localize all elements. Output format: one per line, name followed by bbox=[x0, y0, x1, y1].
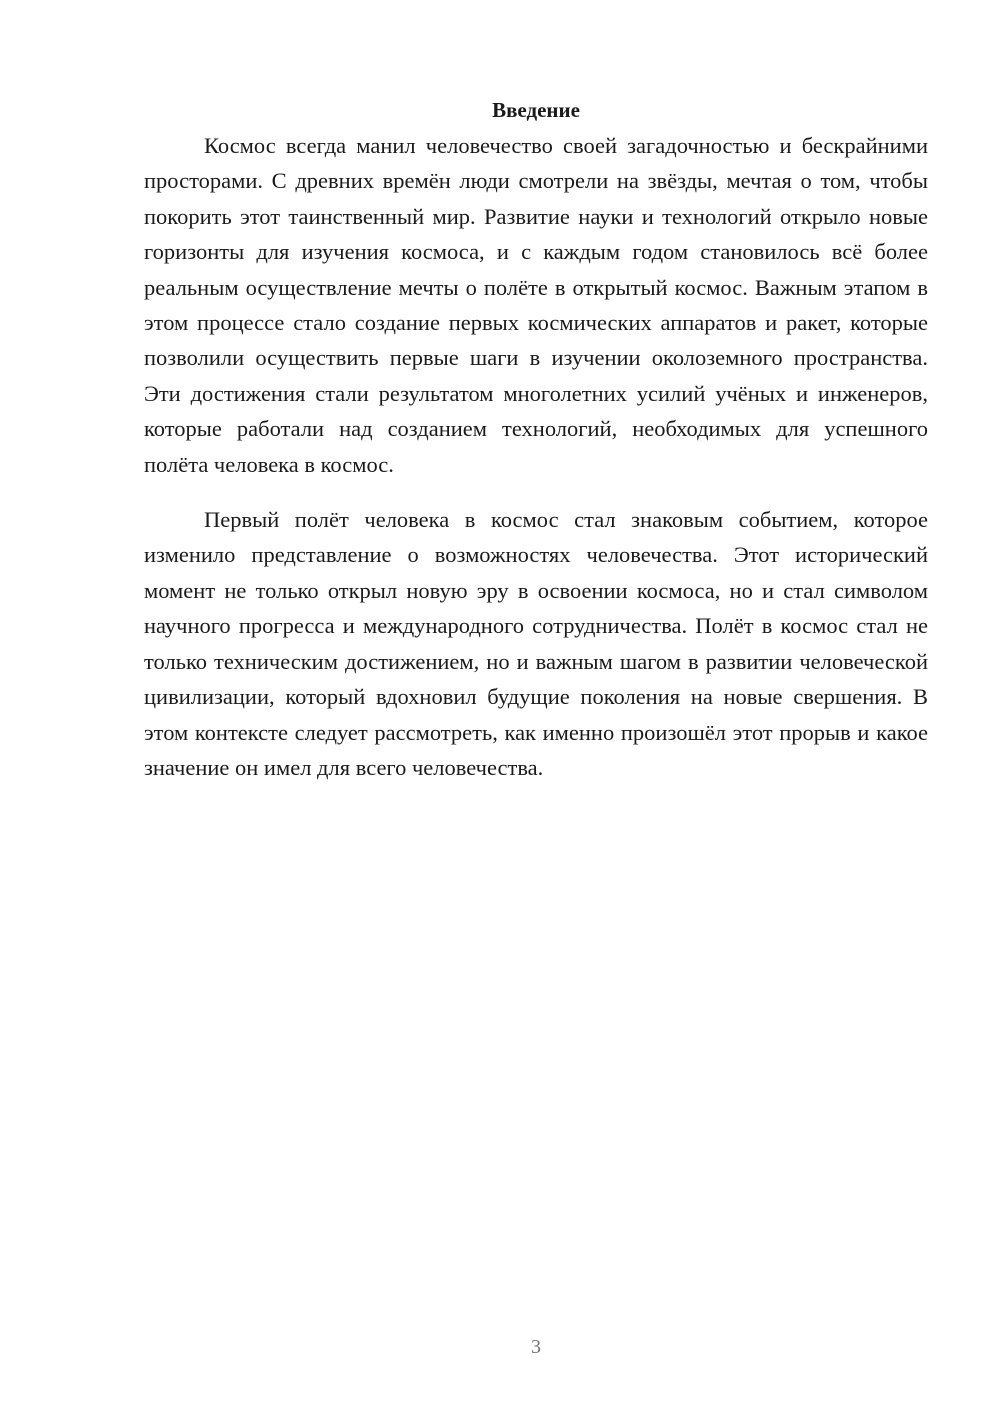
paragraph-1: Космос всегда манил человечество своей загадочностью и бескрайними просторами. С древних времён люди смотрели на звёзды, мечтая о том, чтобы покорить этот таинственный мир. Развитие науки и технологий открыло новые горизонты для изучения космоса, и с каждым годом становилось всё более реальным осуществление мечты о полёте в открытый космос. Важным этапом в этом процессе стало создание первых космических аппаратов и ракет, которые позволили осуществить первые шаги в изучении околоземного пространства. Эти достижения стали результатом многолетних усилий учёных и инженеров, которые работали над созданием технологий, необходимых для успешного полёта человека в космос. bbox=[144, 133, 928, 477]
paragraph-2: Первый полёт человека в космос стал знаковым событием, которое изменило представление о возможностях человечества. Этот исторический момент не только открыл новую эру в освоении космоса, но и стал символом научного прогресса и международного сотрудничества. Полёт в космос стал не только техническим достижением, но и важным шагом в развитии человеческой цивилизации, который вдохновил будущие поколения на новые свершения. В этом контексте следует рассмотреть, как именно произошёл этот прорыв и какое значение он имел для всего человечества. bbox=[144, 507, 928, 780]
page-number: 3 bbox=[531, 1336, 541, 1358]
section-heading: Введение bbox=[492, 98, 580, 122]
page-content bbox=[144, 92, 928, 785]
